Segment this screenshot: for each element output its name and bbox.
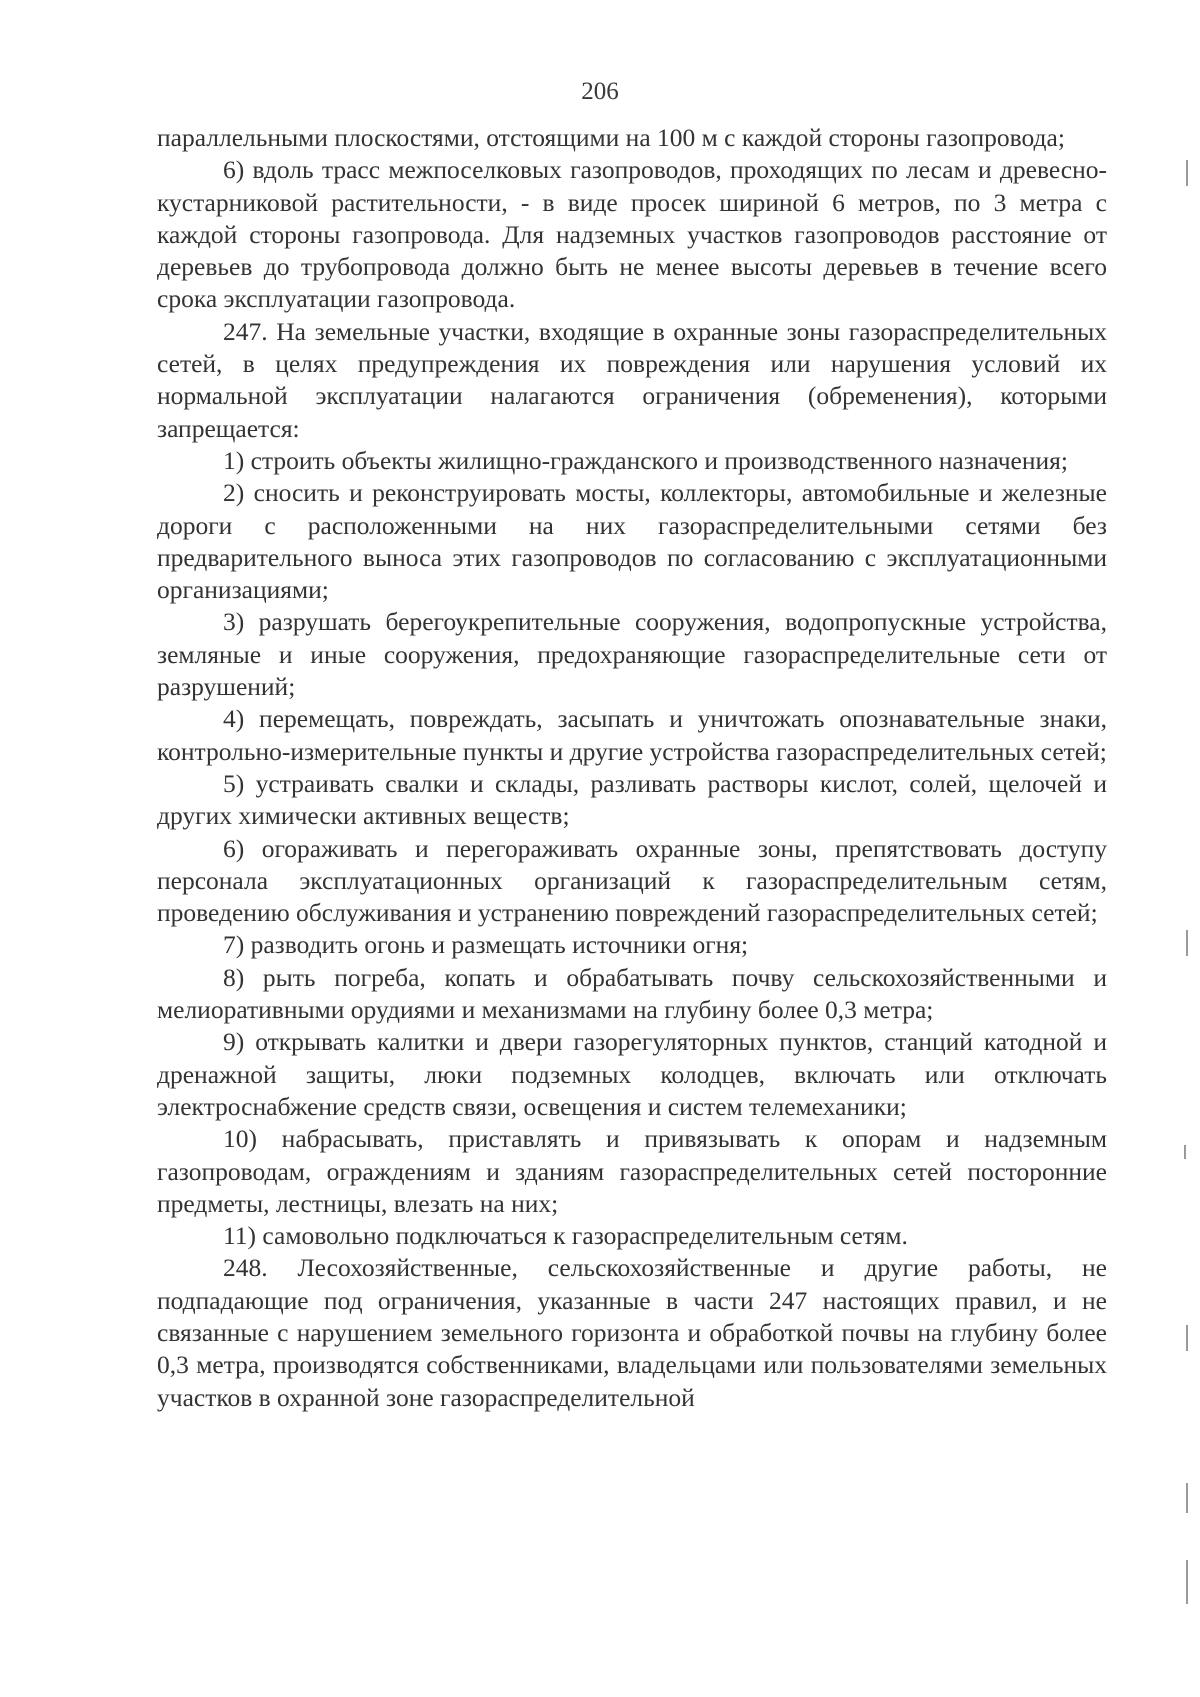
- scan-artifact: [1184, 1145, 1186, 1159]
- paragraph: 248. Лесохозяйственные, сельскохозяйственные и другие работы, не подпадающие под ограничения, указанные в части 247 настоящих правил, и не связанные с нарушением земельного горизонта и обработкой почвы на глубину более 0,3 метра, производятся собственниками, владельцами или пользователями земельных участков в охранной зоне газораспределительной: [157, 1253, 1107, 1412]
- page-number: 206: [581, 78, 619, 105]
- paragraph: 4) перемещать, повреждать, засыпать и уничтожать опознавательные знаки, контрольно-измерительные пункты и другие устройства газораспределительных сетей;: [157, 704, 1107, 766]
- paragraph: 11) самовольно подключаться к газораспределительным сетям.: [223, 1221, 908, 1251]
- paragraph: 8) рыть погреба, копать и обрабатывать почву сельскохозяйственными и мелиоративными орудиями и механизмами на глубину более 0,3 метра;: [157, 962, 1107, 1025]
- paragraph: 247. На земельные участки, входящие в охранные зоны газораспределительных сетей, в целях предупреждения их повреждения или нарушения условий их нормальной эксплуатации налагаются ограничения (обременения), которыми запрещается:: [157, 316, 1107, 443]
- paragraph: 5) устраивать свалки и склады, разливать растворы кислот, солей, щелочей и других химически активных веществ;: [157, 768, 1107, 831]
- scan-artifact: [1186, 930, 1188, 956]
- scan-artifact: [1186, 1483, 1188, 1513]
- scan-artifact: [1186, 1560, 1188, 1604]
- paragraph: параллельными плоскостями, отстоящими на 100 м с каждой стороны газопровода;: [157, 123, 1065, 152]
- paragraph: 7) разводить огонь и размещать источники огня;: [223, 930, 749, 960]
- paragraph: 1) строить объекты жилищно-гражданского и производственного назначения;: [223, 445, 1068, 475]
- paragraph: 9) открывать калитки и двери газорегуляторных пунктов, станций катодной и дренажной защиты, люки подземных колодцев, включать или отключать электроснабжение средств связи, освещения и систем телемеханики;: [157, 1027, 1107, 1121]
- paragraph: 6) огораживать и перегораживать охранные зоны, препятствовать доступу персонала эксплуатационных организаций к газораспределительным сетям, проведению обслуживания и устранению повреждений газораспределительных сетей;: [157, 833, 1107, 928]
- paragraph: 10) набрасывать, приставлять и привязывать к опорам и надземным газопроводам, ограждениям и зданиям газораспределительных сетей посторонние предметы, лестницы, влезать на них;: [157, 1124, 1107, 1218]
- body-text: [157, 122, 1107, 1414]
- paragraph: 6) вдоль трасс межпоселковых газопроводов, проходящих по лесам и древесно-кустарниковой растительности, - в виде просек шириной 6 метров, по 3 метра с каждой стороны газопровода. Для надземных участков газопроводов расстояние от деревьев до трубопровода должно быть не менее высоты деревьев в течение всего срока эксплуатации газопровода.: [157, 155, 1107, 314]
- paragraph: 3) разрушать берегоукрепительные сооружения, водопропускные устройства, земляные и иные сооружения, предохраняющие газораспределительные сети от разрушений;: [157, 607, 1107, 702]
- scan-artifact: [1186, 1325, 1188, 1351]
- paragraph: 2) сносить и реконструировать мосты, коллекторы, автомобильные и железные дороги с расположенными на них газораспределительными сетями без предварительного выноса этих газопроводов по согласованию с эксплуатационными организациями;: [157, 478, 1107, 605]
- scan-artifact: [1186, 160, 1188, 186]
